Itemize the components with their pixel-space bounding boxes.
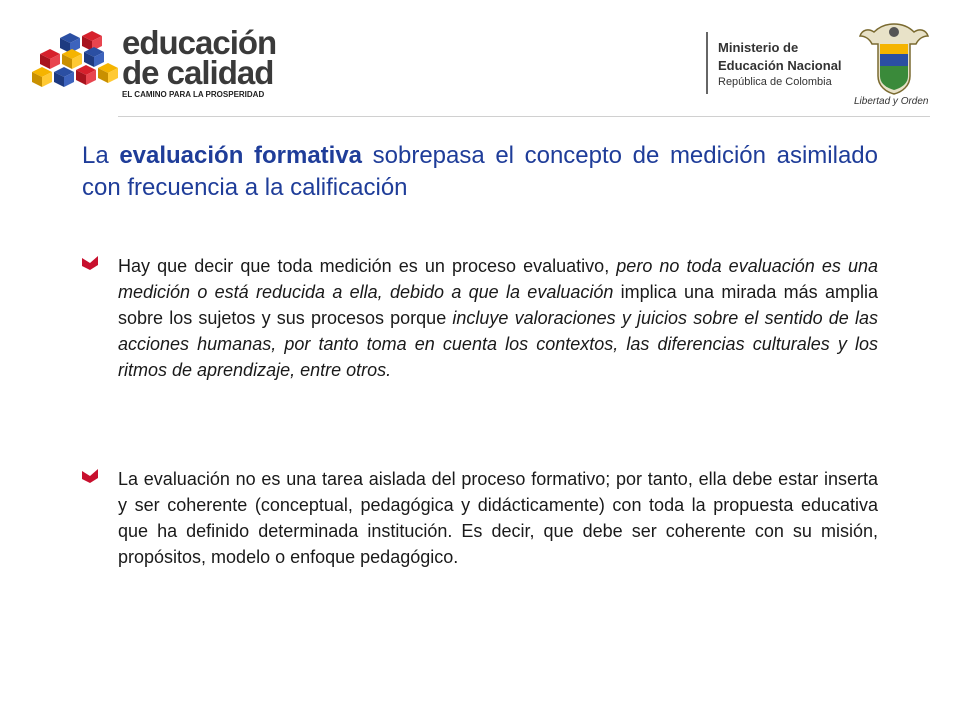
logo-line1: educación <box>122 24 277 61</box>
bullet1-seg4: incluye valoraciones y juicios sobre el sentido de las acciones humanas, por tanto toma en cuenta los contextos, las diferencias culturales y los ritmos de aprendizaje, entre otros. <box>118 308 878 380</box>
slide-title <box>82 140 878 204</box>
title-emphasis: evaluación formativa <box>119 142 363 169</box>
title-part1: La <box>82 142 120 169</box>
bullet1-seg3: implica una mirada más amplia sobre los sujetos y sus procesos porque <box>118 282 878 328</box>
ministry-line2: Educación Nacional <box>718 58 842 73</box>
bullet-text-2: La evaluación no es una tarea aislada del proceso formativo; por tanto, ella debe estar inserta y ser coherente (conceptual, pedagógica y didácticamente) con toda la propuesta educativa que ha definido determinada institución. Es decir, que debe ser coherente con su misión, propósitos, modelo o enfoque pedagógico. <box>118 469 878 567</box>
bullet1-seg1: Hay que decir que toda medición es un proceso evaluativo, <box>118 256 617 276</box>
bullet1-seg2: pero no toda evaluación es una medición o está reducida a ella, debido a que la evaluación <box>118 256 878 302</box>
educacion-de-calidad-logo <box>30 22 280 102</box>
ministry-line3: República de Colombia <box>718 76 832 88</box>
logo-tagline: EL CAMINO PARA LA PROSPERIDAD <box>122 90 265 99</box>
cubes-logo-icon <box>30 28 120 98</box>
coat-of-arms-icon <box>856 20 932 96</box>
ministry-logo <box>706 18 936 113</box>
check-bullet-icon <box>82 256 98 270</box>
logo-line2: de calidad <box>122 54 274 91</box>
ministry-line1: Ministerio de <box>718 40 799 55</box>
slide-header <box>0 0 960 120</box>
title-part2: sobrepasa el concepto de medición asimilado con frecuencia a la calificación <box>82 142 878 201</box>
header-divider <box>118 116 930 117</box>
bullet-text-1 <box>118 253 878 383</box>
check-bullet-icon <box>82 469 98 483</box>
ministry-separator <box>706 32 708 94</box>
motto-text: Libertad y Orden <box>854 96 929 107</box>
